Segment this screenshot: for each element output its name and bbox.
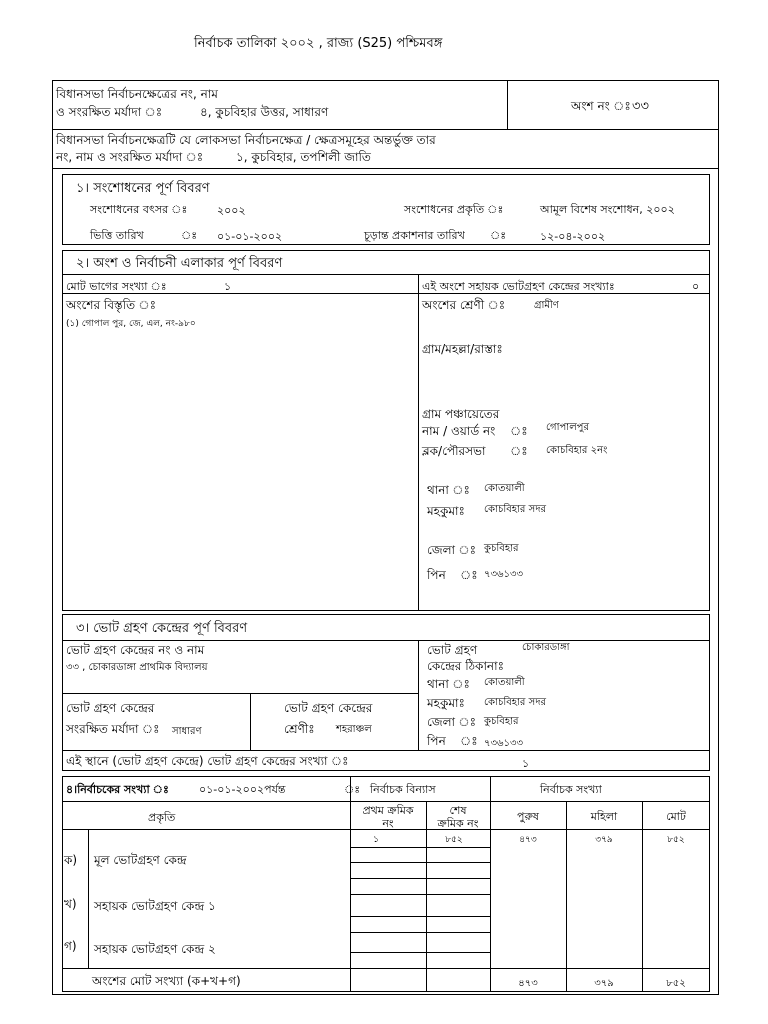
electors-sep: ঃ	[344, 783, 361, 796]
s3-district-label: জেলা ঃ	[427, 715, 476, 729]
row-first-serial: ১	[373, 835, 379, 845]
category-value: গ্রামীণ	[534, 300, 559, 311]
pc-label-2: নং, নাম ও সংরক্ষিত মর্যাদা ঃ	[56, 150, 204, 164]
section2-box	[62, 250, 710, 611]
station-address-label-2: কেন্দ্রের ঠিকানাঃ	[427, 659, 504, 673]
revision-year-value: ২০০২	[217, 204, 246, 217]
row-code: গ)	[64, 939, 77, 953]
publication-date-value: ১২-০৪-২০০২	[540, 230, 606, 243]
station-type-label-1: ভোট গ্রহণ কেন্দ্রের	[284, 701, 373, 715]
revision-year-label: সংশোধনের বৎসর ঃ	[90, 203, 188, 216]
pin-label: পিন	[427, 568, 446, 582]
page-title: নির্বাচক তালিকা ২০০২ , রাজ্য (S25) পশ্চিমবঙ্গ	[194, 36, 443, 51]
station-address-value: চোকারডাঙ্গা	[522, 642, 570, 653]
stations-count-label: এই স্থানে (ভোট গ্রহণ কেন্দ্রে) ভোট গ্রহণ কেন্দ্রের সংখ্যা ঃ	[66, 754, 349, 768]
revision-nature-value: আমূল বিশেষ সংশোধন, ২০০২	[540, 203, 675, 216]
block-sep: ঃ	[510, 444, 528, 458]
s3-pin-label: পিন	[427, 734, 446, 748]
gp-sep: ঃ	[510, 424, 528, 438]
col-male: পুরুষ	[517, 810, 539, 823]
station-value: ৩৩ , চোকারডাঙ্গা প্রাথমিক বিদ্যালয়	[66, 662, 208, 673]
extent-label: অংশের বিস্তৃতি ঃ	[66, 298, 157, 312]
total-female: ৩৭৯	[594, 978, 614, 989]
row-code: ক)	[64, 853, 78, 867]
row-female: ৩৭৯	[595, 835, 613, 845]
s3-police-station-value: কোতয়ালী	[484, 677, 525, 688]
base-date-label: ভিত্তি তারিখ	[90, 229, 144, 242]
section2-heading: ২। অংশ ও নির্বাচনী এলাকার পূর্ণ বিবরণ	[76, 256, 283, 271]
aux-stations-label: এই অংশে সহায়ক ভোটগ্রহণ কেন্দ্রের সংখ্যাঃ	[422, 280, 615, 293]
station-address-label-1: ভোট গ্রহণ	[427, 643, 478, 657]
stations-count-value: ১	[522, 757, 530, 770]
station-reservation-label-1: ভোট গ্রহণ কেন্দ্রের	[66, 701, 155, 715]
section3-heading: ৩। ভোট গ্রহণ কেন্দ্রের পূর্ণ বিবরণ	[76, 621, 248, 636]
row-label: মূল ভোটগ্রহণ কেন্দ্র	[94, 853, 187, 867]
row-last-serial: ৮৫২	[445, 835, 463, 845]
block-value: কোচবিহার ২নং	[546, 445, 608, 456]
row-total: ৮৫২	[667, 835, 685, 845]
electors-label: ৪।নির্বাচকের সংখ্যা ঃ	[66, 783, 169, 796]
row-label: সহায়ক ভোটগ্রহণ কেন্দ্র ১	[94, 899, 216, 913]
station-reservation-value: সাধারণ	[172, 726, 202, 737]
s3-police-station-label: থানা ঃ	[427, 677, 470, 691]
police-station-label: থানা ঃ	[427, 483, 470, 497]
ac-value: ৪, কুচবিহার উত্তর, সাধারণ	[200, 105, 329, 119]
district-label: জেলা ঃ	[427, 543, 476, 557]
ac-label-1: বিধানসভা নির্বাচনক্ষেত্রের নং, নাম	[56, 87, 218, 101]
aux-stations-value: ০	[692, 280, 700, 293]
subdivision-value: কোচবিহার সদর	[484, 504, 546, 515]
s3-subdivision-value: কোচবিহার সদর	[484, 697, 546, 708]
col-total: মোট	[666, 810, 686, 823]
ac-label-2: ও সংরক্ষিত মর্যাদা ঃ	[56, 105, 163, 119]
sections-count-value: ১	[224, 280, 232, 293]
col-last-serial-1: শেষ	[449, 804, 467, 817]
row-male: ৪৭৩	[519, 835, 537, 845]
pin-sep: ঃ	[460, 568, 478, 582]
s3-subdivision-label: মহকুমাঃ	[427, 696, 465, 710]
category-label: অংশের শ্রেণী ঃ	[422, 298, 506, 312]
count-header: নির্বাচক সংখ্যা	[540, 783, 602, 796]
gp-value: গোপালপুর	[546, 422, 589, 433]
part-label: অংশ নং ঃ	[571, 99, 631, 113]
station-reservation-label-2: সংরক্ষিত মর্যাদা ঃ	[66, 722, 160, 736]
col-female: মহিলা	[590, 810, 618, 823]
publication-date-sep: ঃ	[490, 229, 507, 242]
col-nature: প্রকৃতি	[148, 811, 176, 824]
base-date-sep: ঃ	[181, 229, 198, 242]
village-label: গ্রাম/মহল্লা/রাস্তাঃ	[422, 342, 503, 356]
extent-item: (১) গোপাল পুর, জে, এল, নং-৯৮০	[66, 319, 196, 329]
part-value: ৩৩	[632, 99, 649, 114]
pc-label-1: বিধানসভা নির্বাচনক্ষেত্রটি যে লোকসভা নির্বাচনক্ষেত্র / ক্ষেত্রসমূহের অন্তর্ভুক্ত তার	[56, 133, 436, 147]
s3-district-value: কুচবিহার	[484, 716, 519, 727]
base-date-value: ০১-০১-২০০২	[217, 230, 283, 243]
section1-heading: ১। সংশোধনের পূর্ণ বিবরণ	[76, 181, 210, 196]
station-type-value: শহরাঞ্চল	[336, 724, 372, 735]
police-station-value: কোতয়ালী	[484, 483, 525, 494]
total-total: ৮৫২	[666, 978, 686, 989]
row-label: সহায়ক ভোটগ্রহণ কেন্দ্র ২	[94, 942, 216, 956]
electors-date: ০১-০১-২০০২পর্যন্ত	[199, 783, 286, 796]
col-first-serial-1: প্রথম ক্রমিক	[362, 804, 414, 817]
total-male: ৪৭৩	[518, 978, 538, 989]
publication-date-label: চূড়ান্ত প্রকাশনার তারিখ	[364, 229, 465, 242]
sections-count-label: মোট ভাগের সংখ্যা ঃ	[66, 280, 167, 293]
station-type-label-2: শ্রেণীঃ	[284, 722, 315, 736]
row-code: খ)	[64, 897, 77, 911]
subdivision-label: মহকুমাঃ	[427, 504, 465, 518]
s3-pin-value: ৭৩৬১৩৩	[484, 738, 523, 749]
station-label: ভোট গ্রহণ কেন্দ্রের নং ও নাম	[66, 643, 205, 657]
gp-label-2: নাম / ওয়ার্ড নং	[422, 424, 496, 438]
district-value: কুচবিহার	[484, 543, 519, 554]
col-last-serial-2: ক্রমিক নং	[437, 817, 479, 830]
distribution-header: নির্বাচক বিন্যাস	[370, 783, 436, 796]
total-label: অংশের মোট সংখ্যা (ক+খ+গ)	[92, 974, 241, 988]
block-label: ব্লক/পৌরসভা	[422, 444, 486, 458]
pin-value: ৭৩৬১৩৩	[484, 569, 523, 580]
col-first-serial-2: নং	[382, 817, 394, 830]
s3-pin-sep: ঃ	[460, 734, 478, 748]
revision-nature-label: সংশোধনের প্রকৃতি ঃ	[404, 203, 504, 216]
gp-label-1: গ্রাম পঞ্চায়েতের	[422, 407, 500, 421]
pc-value: ১, কুচবিহার, তপশিলী জাতি	[236, 150, 371, 164]
